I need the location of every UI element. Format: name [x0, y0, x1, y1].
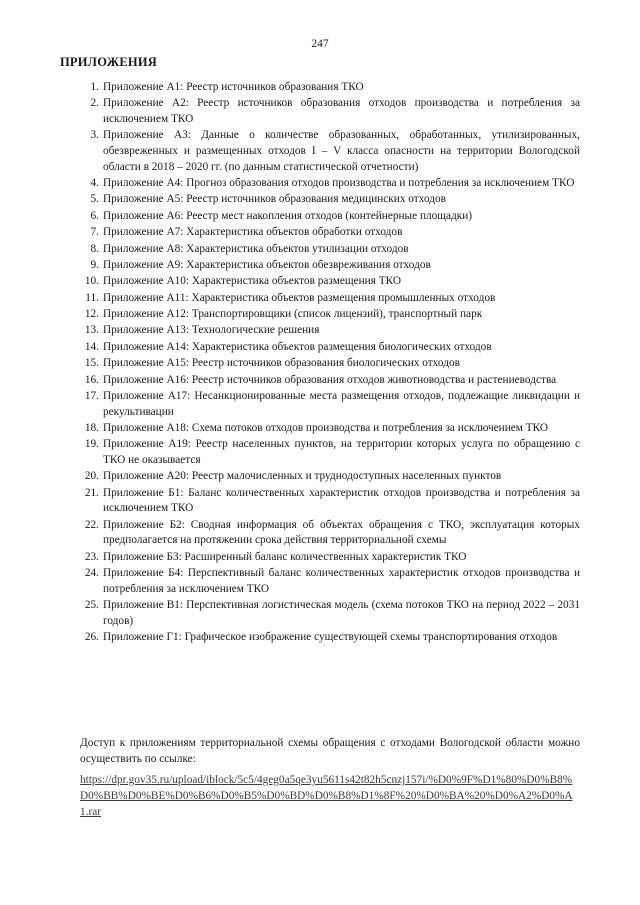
access-paragraph: Доступ к приложениям территориальной схемы обращения с отходами Вологодской области можно осуществить по ссылке:: [80, 737, 580, 765]
appendix-item: [80, 291, 580, 307]
appendix-item: [80, 96, 580, 127]
appendix-item: [80, 258, 580, 274]
appendix-number: 5.: [90, 193, 99, 206]
appendix-title: Приложение Б3: Расширенный баланс количественных характеристик ТКО: [103, 550, 467, 563]
appendix-title: Приложение А4: Прогноз образования отходов производства и потребления за исключением ТКО: [103, 176, 575, 189]
appendix-number: 26.: [84, 631, 99, 644]
appendix-title: Приложение А9: Характеристика объектов обезвреживания отходов: [103, 258, 431, 271]
appendix-number: 3.: [90, 129, 99, 142]
appendix-number: 13.: [84, 324, 99, 337]
appendix-title: Приложение А5: Реестр источников образования медицинских отходов: [103, 193, 447, 206]
appendix-title: Приложение А18: Схема потоков отходов производства и потребления за исключением ТКО: [103, 422, 549, 435]
appendix-number: 2.: [90, 97, 99, 110]
appendix-title: Приложение А19: Реестр населенных пунктов, на территории которых услуга по обращению с ТКО не оказывается: [103, 438, 580, 466]
appendix-number: 24.: [84, 567, 99, 580]
appendix-number: 1.: [90, 81, 99, 93]
appendix-title: Приложение А16: Реестр источников образования отходов животноводства и растениеводства: [103, 373, 557, 386]
appendix-number: 25.: [84, 599, 99, 612]
appendix-title: Приложение А6: Реестр мест накопления отходов (контейнерные площадки): [103, 209, 473, 222]
appendix-item: [80, 598, 580, 629]
appendix-title: Приложение А3: Данные о количестве образованных, обработанных, утилизированных, обезвреженных и размещенных отходов I – V класса опасности на территории Вологодской области в 2018 – 2020 гг. (по данным статистической отчетности): [103, 129, 580, 173]
appendix-item: [80, 307, 580, 323]
appendix-item: [80, 356, 580, 372]
appendix-number: 4.: [90, 176, 99, 189]
appendix-title: Приложение А7: Характеристика объектов обработки отходов: [103, 226, 403, 239]
appendix-item: [80, 80, 580, 96]
appendix-item: [80, 323, 580, 339]
appendix-title: Приложение Б4: Перспективный баланс количественных характеристик отходов производства и потребления за исключением ТКО: [103, 567, 580, 595]
appendix-title: Приложение Г1: Графическое изображение существующей схемы транспортирования отходов: [103, 631, 558, 644]
appendix-title: Приложение А20: Реестр малочисленных и труднодоступных населенных пунктов: [103, 470, 502, 483]
appendix-item: [80, 176, 580, 192]
appendix-number: 23.: [84, 550, 99, 563]
page-number: 247: [311, 38, 329, 50]
appendix-item: [80, 518, 580, 549]
appendix-number: 19.: [84, 438, 99, 451]
appendix-item: [80, 192, 580, 208]
appendix-title: Приложение А14: Характеристика объектов размещения биологических отходов: [103, 340, 492, 353]
appendix-item: [80, 421, 580, 437]
appendix-number: 6.: [90, 209, 99, 222]
section-title: ПРИЛОЖЕНИЯ: [60, 55, 157, 69]
appendix-number: 22.: [84, 518, 99, 531]
appendix-number: 21.: [84, 486, 99, 499]
appendix-title: Приложение А17: Несанкционированные места размещения отходов, подлежащие ликвидации и рекультивации: [103, 390, 580, 418]
appendix-list: [80, 80, 580, 647]
appendix-number: 20.: [84, 470, 99, 483]
appendix-item: [80, 630, 580, 646]
appendix-item: [80, 209, 580, 225]
appendix-number: 7.: [90, 226, 99, 239]
appendix-number: 18.: [84, 422, 99, 435]
appendix-item: [80, 437, 580, 468]
appendix-title: Приложение А13: Технологические решения: [103, 324, 320, 337]
appendix-item: [80, 550, 580, 566]
appendix-title: Приложение А2: Реестр источников образования отходов производства и потребления за исключением ТКО: [103, 97, 580, 125]
appendix-number: 11.: [85, 291, 99, 304]
appendix-number: 14.: [84, 340, 99, 353]
appendix-number: 12.: [84, 308, 99, 321]
appendix-number: 15.: [84, 357, 99, 370]
appendix-item: [80, 469, 580, 485]
appendix-title: Приложение А10: Характеристика объектов размещения ТКО: [103, 275, 402, 288]
appendix-item: [80, 225, 580, 241]
appendix-item: [80, 242, 580, 258]
appendix-item: [80, 128, 580, 175]
download-link[interactable]: https://dpr.gov35.ru/upload/iblock/5c5/4geg0a5qe3yu5611s42t82h5cnzj157i/%D0%9F%D1%80%D0%B8%D0%BB%D0%BE%D0%B6%D0%B5%D0%BD%D0%B8%D1%8F%20%D0%BA%20%D0%A2%D0%A1.rar: [80, 774, 573, 818]
appendix-number: 17.: [84, 390, 99, 403]
appendix-item: [80, 389, 580, 420]
appendix-title: Приложение А11: Характеристика объектов размещения промышленных отходов: [103, 291, 496, 304]
appendix-item: [80, 274, 580, 290]
appendix-number: 9.: [90, 258, 99, 271]
appendix-title: Приложение А8: Характеристика объектов утилизации отходов: [103, 242, 409, 255]
appendix-title: Приложение А1: Реестр источников образования ТКО: [103, 81, 364, 93]
appendix-item: [80, 566, 580, 597]
appendix-title: Приложение А12: Транспортировщики (список лицензий), транспортный парк: [103, 308, 483, 321]
appendix-number: 16.: [84, 373, 99, 386]
appendix-title: Приложение Б2: Сводная информация об объектах обращения с ТКО, эксплуатация которых предполагается на протяжении срока действия территориальной схемы: [103, 518, 580, 547]
appendix-title: Приложение В1: Перспективная логистическая модель (схема потоков ТКО на период 2022 – 2031 годов): [103, 599, 580, 627]
appendix-item: [80, 373, 580, 389]
appendix-item: [80, 486, 580, 517]
appendix-item: [80, 340, 580, 356]
appendix-number: 8.: [90, 242, 99, 255]
appendix-number: 10.: [84, 275, 99, 288]
appendix-title: Приложение А15: Реестр источников образования биологических отходов: [103, 357, 460, 370]
appendix-title: Приложение Б1: Баланс количественных характеристик отходов производства и потребления за исключением ТКО: [103, 486, 580, 515]
